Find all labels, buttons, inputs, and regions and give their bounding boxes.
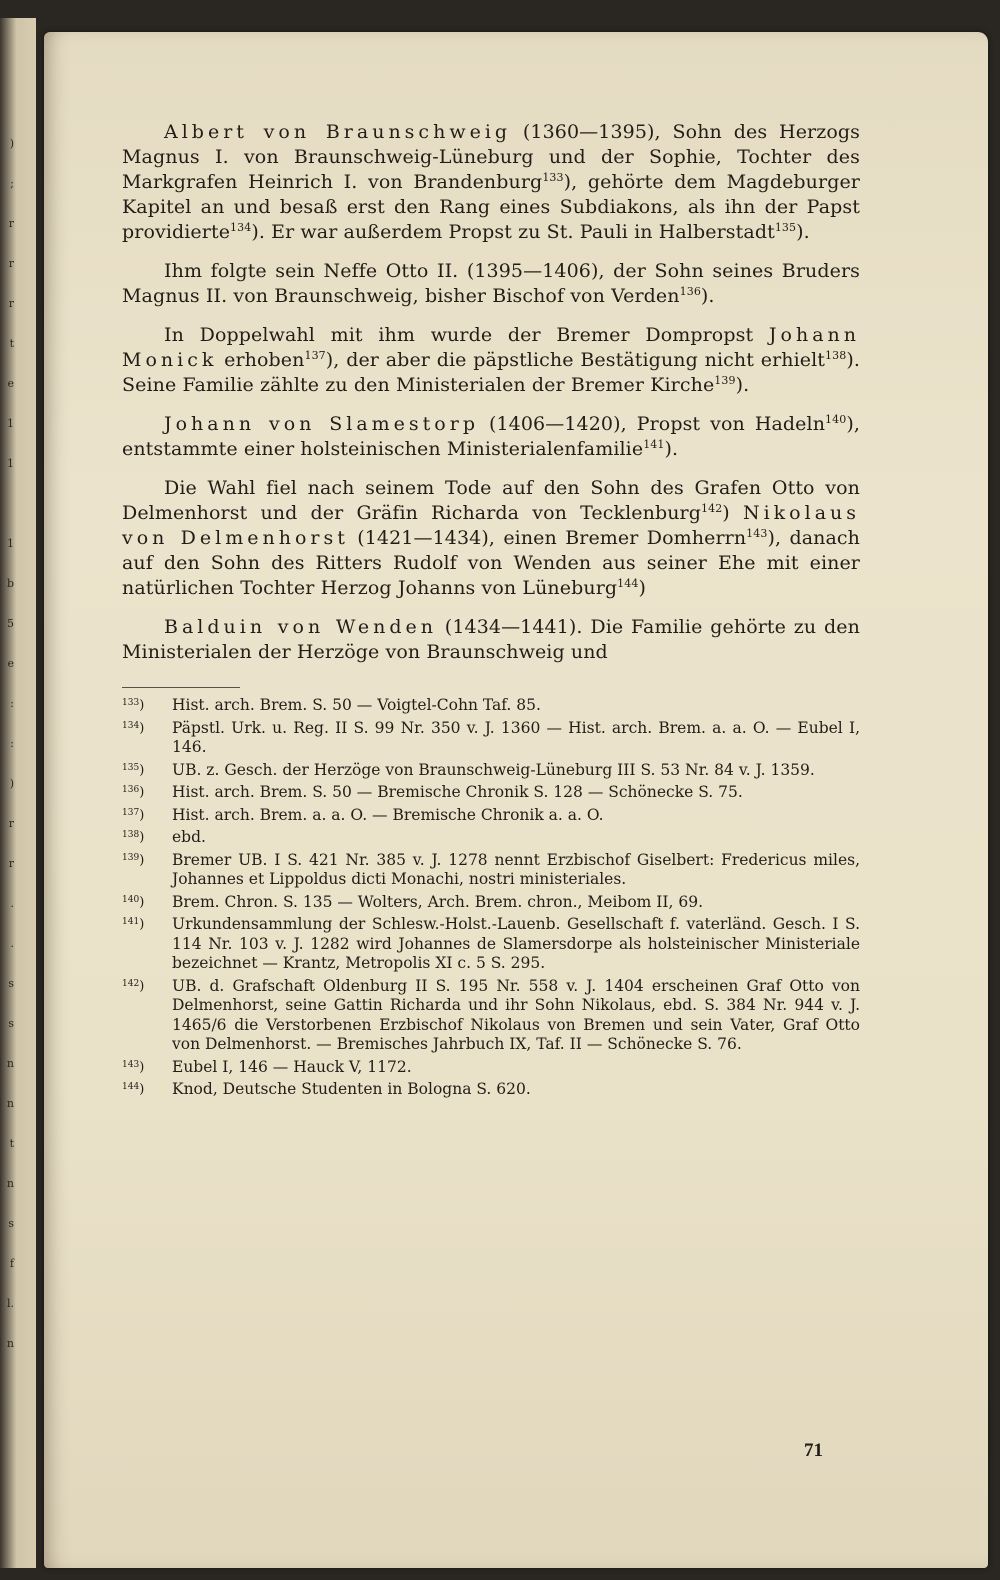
footnote-ref: 133 xyxy=(542,171,564,184)
prev-page-fragment: ) xyxy=(9,137,14,150)
name-balduin: Balduin von Wenden xyxy=(164,616,437,638)
footnote-number-label: 137 xyxy=(122,807,140,818)
footnote-item xyxy=(122,696,860,716)
paragraph-albert: Albert von Braunschweig (1360—1395), Sohn des Herzogs Magnus I. von Braunschweig-Lüneburg und der Sophie, Tochter des Markgrafen Heinrich I. von Brandenburg$^{133}$), gehörte dem Magdeburger Kapitel an und besaß erst den Rang eines Subdiakons, als ihn der Papst providierte$^{134}$). Er war außerdem Propst zu St. Pauli in Halberstadt$^{135}$). xyxy=(122,121,860,243)
footnote-text: UB. d. Grafschaft Oldenburg II S. 195 Nr. 558 v. J. 1404 erscheinen Graf Otto von Delmenhorst, seine Gattin Richarda und ihr Sohn Nikolaus, ebd. S. 384 Nr. 944 v. J. 1465/6 die Verstorbenen Erzbischof Nikolaus von Bremen und sein Vater, Graf Otto von Delmenhorst. — Bremisches Jahrbuch IX, Taf. II — Schönecke S. 76. xyxy=(172,976,860,1053)
footnote-ref: 138 xyxy=(825,349,847,362)
footnote-item xyxy=(122,719,860,758)
footnote-number: $^{134}$) xyxy=(122,720,145,736)
footnote-number-label: 136 xyxy=(122,785,140,795)
footnote-divider xyxy=(122,687,240,688)
footnote-text: Urkundensammlung der Schlesw.-Holst.-Lauenb. Gesellschaft f. vaterländ. Gesch. I S. 114 Nr. 103 v. J. 1282 wird Johannes de Slamersdorpe als holsteinischer Ministeriale bezeichnet — Krantz, Metropolis XI c. 5 S. 295. xyxy=(172,915,860,972)
footnote-ref: 144 xyxy=(617,577,639,590)
prev-page-fragment: r xyxy=(8,297,14,310)
page-body xyxy=(122,120,860,1103)
footnote-number: $^{135}$) xyxy=(122,762,145,778)
prev-page-fragment: : xyxy=(10,737,14,750)
prev-page-fragment: r xyxy=(8,857,14,870)
prev-page-fragment: 5 xyxy=(7,617,14,630)
prev-page-fragment: t xyxy=(9,1137,14,1150)
prev-page-fragment: s xyxy=(8,977,14,990)
footnote-item xyxy=(122,851,860,890)
footnote-number: $^{141}$) xyxy=(122,917,145,932)
footnote-ref: 141 xyxy=(643,438,665,451)
prev-page-fragment: s xyxy=(8,1217,14,1230)
prev-page-fragment: r xyxy=(8,817,14,830)
footnote-ref: 137 xyxy=(304,349,326,362)
footnote-item xyxy=(122,783,860,803)
footnote-number: $^{139}$) xyxy=(122,852,145,868)
footnote-ref: 136 xyxy=(679,285,701,298)
prev-page-fragment: n xyxy=(6,1337,14,1350)
paragraph-slamestorp: Johann von Slamestorp (1406—1420), Propst von Hadeln$^{140}$), entstammte einer holsteinischen Ministerialenfamilie$^{141}$). xyxy=(122,413,860,460)
footnote-item xyxy=(122,761,860,781)
prev-page-fragment: 1 xyxy=(7,457,14,470)
footnote-ref: 134 xyxy=(230,221,252,234)
paragraph-otto: Ihm folgte sein Neffe Otto II. (1395—1406), der Sohn seines Bruders Magnus II. von Braunschweig, bisher Bischof von Verden$^{136}$). xyxy=(122,260,860,307)
prev-page-fragment: n xyxy=(6,1177,14,1190)
paragraph-monick: In Doppelwahl mit ihm wurde der Bremer Dompropst Johann Monick erhoben$^{137}$), der aber die päpstliche Bestätigung nicht erhielt$^{138}$). Seine Familie zählte zu den Ministerialen der Bremer Kirche$^{139}$). xyxy=(122,324,860,396)
name-nikolaus: Nikolaus von Delmenhorst xyxy=(122,502,861,549)
footnote-number: $^{133}$) xyxy=(122,698,145,713)
previous-page-edge xyxy=(0,18,36,1568)
prev-page-fragment: 1 xyxy=(7,537,14,550)
prev-page-fragment: n xyxy=(6,1097,14,1110)
footnote-item xyxy=(122,893,860,913)
prev-page-fragment: s xyxy=(8,1017,14,1030)
footnote-number-label: 138 xyxy=(122,830,140,840)
footnote-text: Brem. Chron. S. 135 — Wolters, Arch. Brem. chron., Meibom II, 69. xyxy=(172,892,704,911)
book-page xyxy=(44,32,988,1568)
footnote-text: Knod, Deutsche Studenten in Bologna S. 620. xyxy=(172,1080,531,1098)
prev-page-fragment: ; xyxy=(10,177,14,190)
footnote-number-label: 135 xyxy=(122,762,140,773)
prev-page-fragment: r xyxy=(8,217,14,230)
footnote-number: $^{136}$) xyxy=(122,785,145,800)
prev-page-fragment: f xyxy=(9,1257,14,1270)
footnote-item xyxy=(122,1058,860,1078)
footnote-text: ebd. xyxy=(172,828,206,846)
footnote-text: Hist. arch. Brem. S. 50 — Bremische Chronik S. 128 — Schönecke S. 75. xyxy=(172,783,743,801)
footnote-ref: 142 xyxy=(701,502,723,515)
footnote-number: $^{140}$) xyxy=(122,894,145,910)
footnote-number-label: 140 xyxy=(122,894,140,905)
footnote-text: Hist. arch. Brem. a. a. O. — Bremische Chronik a. a. O. xyxy=(172,805,604,824)
footnote-ref: 135 xyxy=(774,221,797,234)
footnote-item xyxy=(122,915,860,974)
prev-page-fragment: b xyxy=(6,577,14,590)
prev-page-fragment: ) xyxy=(9,777,14,790)
paragraph-balduin: Balduin von Wenden (1434—1441). Die Familie gehörte zu den Ministerialen der Herzöge von Braunschweig und xyxy=(122,616,860,663)
name-monick: Johann Monick xyxy=(122,324,860,371)
footnote-number: $^{143}$) xyxy=(122,1059,145,1075)
footnote-number: $^{144}$) xyxy=(122,1082,145,1097)
footnote-ref: 143 xyxy=(746,527,768,540)
prev-page-fragment: e xyxy=(7,377,14,390)
prev-page-fragment: n xyxy=(6,1057,14,1070)
footnote-number: $^{137}$) xyxy=(122,807,145,823)
prev-page-fragment: e xyxy=(7,657,14,670)
footnote-number-label: 142 xyxy=(122,978,140,989)
paragraph-nikolaus: Die Wahl fiel nach seinem Tode auf den Sohn des Grafen Otto von Delmenhorst und der Gräfin Richarda von Tecklenburg$^{142}$) Nikolaus von Delmenhorst (1421—1434), einen Bremer Domherrn$^{143}$), danach auf den Sohn des Ritters Rudolf von Wenden aus seiner Ehe mit einer natürlichen Tochter Herzog Johanns von Lüneburg$^{144}$) xyxy=(122,477,861,599)
prev-page-fragment: 1 xyxy=(7,417,14,430)
footnote-number-label: 133 xyxy=(122,698,140,708)
footnote-number-label: 139 xyxy=(122,852,140,863)
prev-page-fragment: l. xyxy=(6,1297,14,1310)
footnote-item xyxy=(122,977,860,1055)
footnote-text: Eubel I, 146 — Hauck V, 1172. xyxy=(172,1057,412,1076)
footnote-number-label: 144 xyxy=(122,1082,140,1092)
footnote-item xyxy=(122,1080,860,1100)
footnote-text: Bremer UB. I S. 421 Nr. 385 v. J. 1278 nennt Erzbischof Giselbert: Fredericus miles, Johannes et Lippoldus dicti Monachi, nostri ministeriales. xyxy=(172,850,860,888)
footnote-text: Päpstl. Urk. u. Reg. II S. 99 Nr. 350 v. J. 1360 — Hist. arch. Brem. a. a. O. — Eubel I, 146. xyxy=(172,718,860,756)
footnote-text: Hist. arch. Brem. S. 50 — Voigtel-Cohn Taf. 85. xyxy=(172,696,541,714)
prev-page-fragment: . xyxy=(10,937,14,950)
footnote-number: $^{142}$) xyxy=(122,978,145,994)
name-slamestorp: Johann von Slamestorp xyxy=(164,413,479,435)
prev-page-fragment: : xyxy=(10,697,14,710)
footnote-item xyxy=(122,806,860,826)
footnote-number-label: 134 xyxy=(122,720,140,731)
footnote-ref: 140 xyxy=(825,413,847,426)
prev-page-fragment: . xyxy=(10,897,14,910)
name-albert: Albert von Braunschweig xyxy=(164,121,512,143)
footnote-number-label: 141 xyxy=(122,917,140,927)
footnotes xyxy=(122,696,860,1100)
page-number: 71 xyxy=(804,1440,823,1461)
footnote-number-label: 143 xyxy=(122,1059,140,1070)
footnote-number: $^{138}$) xyxy=(122,830,145,845)
footnote-text: UB. z. Gesch. der Herzöge von Braunschweig-Lüneburg III S. 53 Nr. 84 v. J. 1359. xyxy=(172,760,815,779)
prev-page-fragment: t xyxy=(9,337,14,350)
footnote-item xyxy=(122,828,860,848)
prev-page-fragment: r xyxy=(8,257,14,270)
footnote-ref: 139 xyxy=(714,374,736,387)
